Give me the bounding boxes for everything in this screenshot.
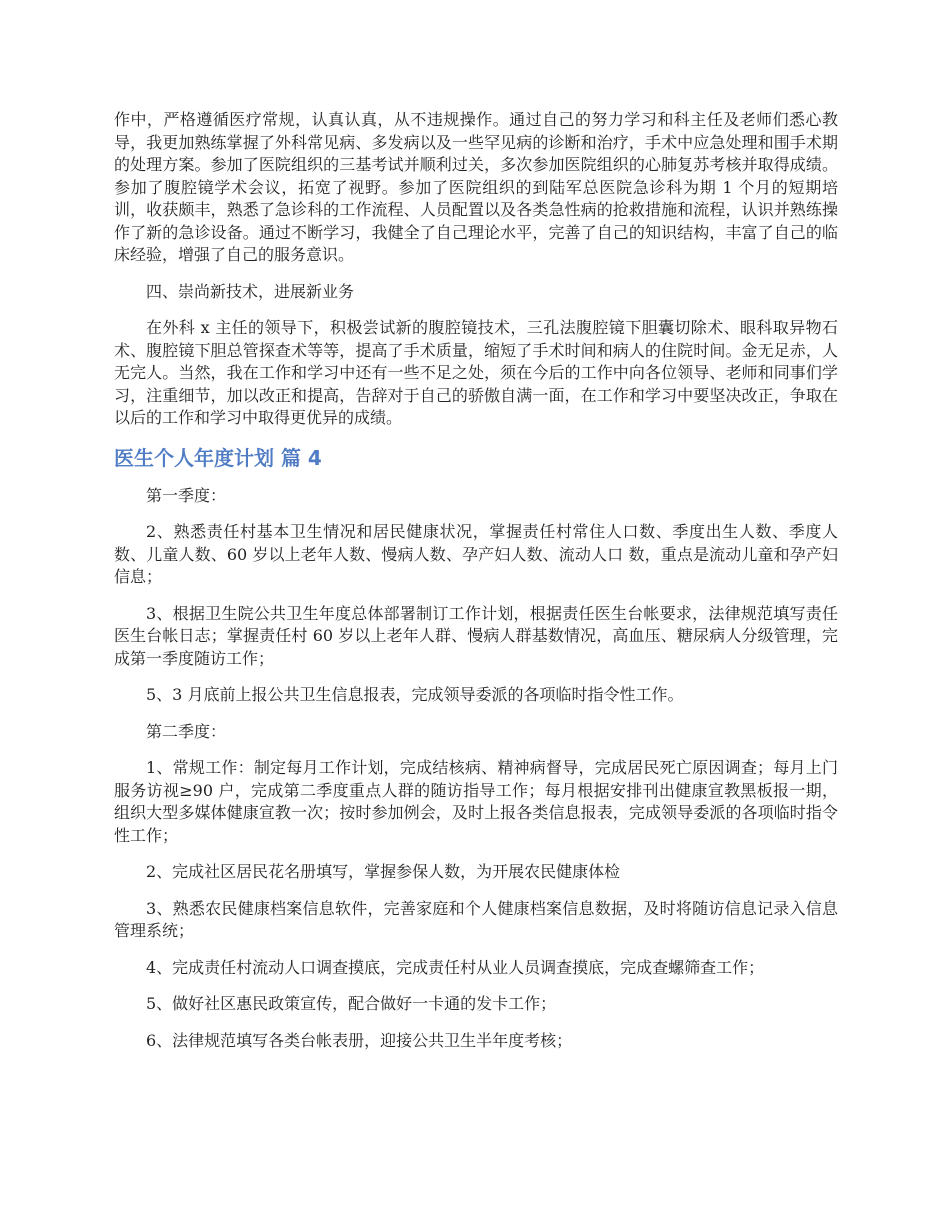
paragraph-q1-item-5: 5、3 月底前上报公共卫生信息报表，完成领导委派的各项临时指令性工作。 — [146, 685, 684, 704]
paragraph-q2-item-4: 4、完成责任村流动人口调查摸底，完成责任村从业人员调查摸底，完成查螺筛查工作； — [146, 957, 765, 977]
paragraph-new-techniques: 在外科 x 主任的领导下，积极尝试新的腹腔镜技术，三孔法腹腔镜下胆囊切除术、眼科取异物石术、腹腔镜下胆总管探查术等等，提高了手术质量，缩短了手术时间和病人的住院时间。金无足赤，人无完人。当然，我在工作和学习中还有一些不足之处，须在今后的工作中向各位领导、老师和同事们学习，注重细节，加以改正和提高，告辞对于自己的骄傲自满一面，在工作和学习中要坚决改正，争取在以后的工作和学习中取得更优异的成绩。 — [114, 318, 838, 427]
paragraph-q2-item-2: 2、完成社区居民花名册填写，掌握参保人数，为开展农民健康体检 — [146, 862, 621, 881]
paragraph-section-four-title: 四、崇尚新技术，进展新业务 — [146, 281, 355, 301]
paragraph-q2-item-3: 3、熟悉农民健康档案信息软件，完善家庭和个人健康档案信息数据，及时将随访信息记录入信息管理系统； — [114, 898, 838, 940]
document-page — [114, 109, 838, 1066]
paragraph-q1-item-3: 3、根据卫生院公共卫生年度总体部署制订工作计划，根据责任医生台帐要求，法律规范填写责任医生台帐日志；掌握责任村 60 岁以上老年人群、慢病人群基数情况，高血压、糖尿病人分级管理，完成第一季度随访工作； — [114, 603, 838, 668]
paragraph-q2-item-6: 6、法律规范填写各类台帐表册，迎接公共卫生半年度考核； — [146, 1030, 573, 1050]
paragraph-q1-item-2: 2、熟悉责任村基本卫生情况和居民健康状况，掌握责任村常住人口数、季度出生人数、季度人数、儿童人数、60 岁以上老年人数、慢病人数、孕产妇人数、流动人口 数，重点是流动儿童和孕产妇信息； — [114, 522, 838, 586]
paragraph-q2-item-5: 5、做好社区惠民政策宣传，配合做好一卡通的发卡工作； — [146, 994, 557, 1013]
section-heading: 医生个人年度计划 篇 4 — [114, 445, 322, 470]
paragraph-q2-item-1: 1、常规工作：制定每月工作计划，完成结核病、精神病督导，完成居民死亡原因调查；每月上门服务访视≥90 户，完成第二季度重点人群的随访指导工作；每月根据安排刊出健康宣教黑板报一期，组织大型多媒体健康宣教一次；按时参加例会，及时上报各类信息报表，完成领导委派的各项临时指令性工作； — [114, 758, 838, 845]
paragraph-q2-title: 第二季度： — [146, 721, 227, 741]
paragraph-q1-title: 第一季度： — [146, 485, 227, 505]
paragraph-continuation: 作中，严格遵循医疗常规，认真认真，从不违规操作。通过自己的努力学习和科主任及老师们悉心教导，我更加熟练掌握了外科常见病、多发病以及一些罕见病的诊断和治疗，手术中应急处理和围手术期的处理方案。参加了医院组织的三基考试并顺利过关，多次参加医院组织的心肺复苏考核并取得成绩。参加了腹腔镜学术会议，拓宽了视野。参加了医院组织的到陆军总医院急诊科为期 1 个月的短期培训，收获颇丰，熟悉了急诊科的工作流程、人员配置以及各类急性病的抢救措施和流程，认识并熟练操作了新的急诊设备。通过不断学习，我健全了自己理论水平，完善了自己的知识结构，丰富了自己的临床经验，增强了自己的服务意识。 — [114, 110, 838, 264]
